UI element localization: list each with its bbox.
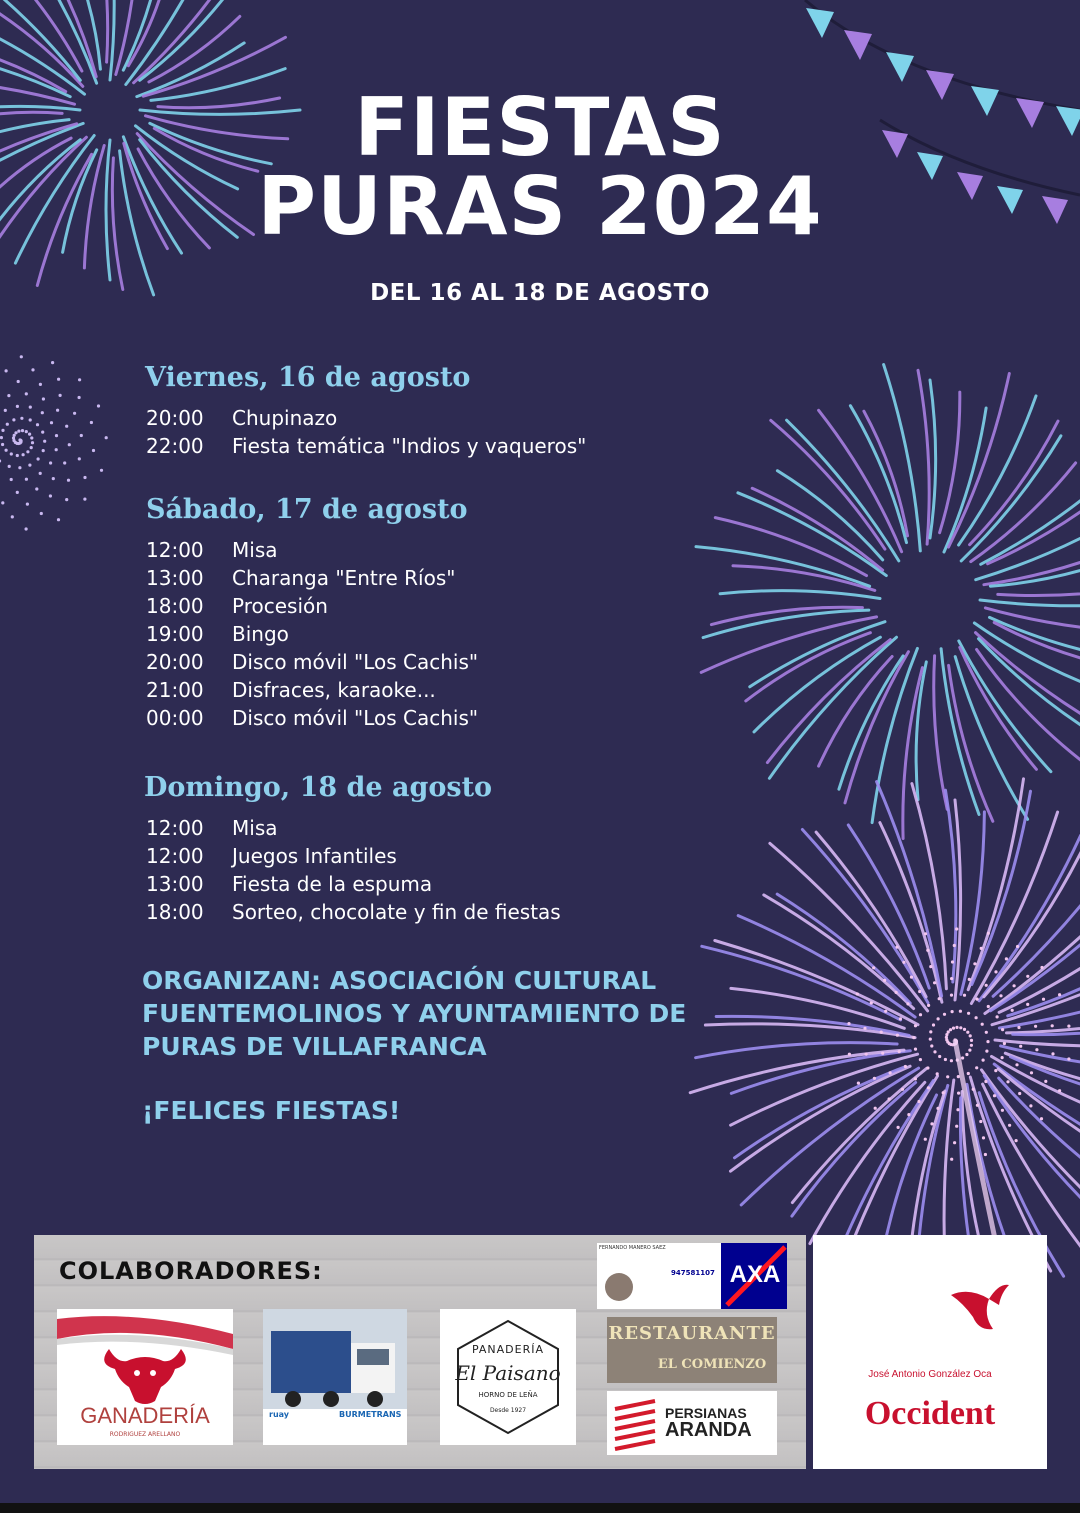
event-name: Fiesta temática "Indios y vaqueros" [232, 434, 587, 458]
event-row [146, 900, 561, 924]
event-time: 19:00 [146, 622, 204, 646]
event-time: 13:00 [146, 566, 204, 590]
panaderia-since: Desde 1927 [489, 1407, 527, 1414]
event-name: Disfraces, karaoke... [232, 678, 436, 702]
event-time: 20:00 [146, 650, 204, 674]
event-name: Disco móvil "Los Cachis" [232, 706, 479, 730]
organizers-line-1: ORGANIZAN: ASOCIACIÓN CULTURAL [142, 966, 657, 995]
event-name: Procesión [232, 594, 328, 618]
restaurante-line2: EL COMIENZO [657, 1357, 767, 1372]
occident-person: José Antonio González Oca [868, 1369, 992, 1380]
event-row [146, 538, 278, 562]
event-name: Chupinazo [232, 406, 338, 430]
axa-phone: 947581107 [671, 1269, 715, 1277]
burmetrans-left: ruay [269, 1410, 290, 1419]
event-row [146, 706, 478, 730]
event-time: 12:00 [146, 538, 204, 562]
event-name: Charanga "Entre Ríos" [232, 566, 456, 590]
date-range: DEL 16 AL 18 DE AGOSTO [370, 280, 710, 306]
event-time: 12:00 [146, 816, 204, 840]
event-time: 21:00 [146, 678, 204, 702]
sponsor-persianas [607, 1391, 777, 1455]
event-row [146, 406, 337, 430]
restaurante-line1: RESTAURANTE [608, 1323, 776, 1344]
organizers-line-3: PURAS DE VILLAFRANCA [142, 1032, 487, 1061]
event-row [146, 434, 586, 458]
event-row [146, 594, 328, 618]
event-time: 18:00 [146, 900, 204, 924]
sponsors-panel [34, 1235, 806, 1469]
ganaderia-name: GANADERÍA [80, 1403, 210, 1428]
organizers-line-2: FUENTEMOLINOS Y AYUNTAMIENTO DE [142, 999, 687, 1028]
greeting: ¡FELICES FIESTAS! [142, 1096, 401, 1125]
event-time: 00:00 [146, 706, 204, 730]
title-line-1: FIESTAS [354, 81, 726, 174]
sponsor-burmetrans [263, 1309, 407, 1445]
panaderia-sub: HORNO DE LEÑA [478, 1391, 538, 1399]
day-heading-sunday: Domingo, 18 de agosto [144, 772, 493, 803]
event-time: 20:00 [146, 406, 204, 430]
panaderia-name: El Paisano [455, 1361, 561, 1385]
occident-logo-icon [813, 1235, 1047, 1469]
event-time: 22:00 [146, 434, 204, 458]
event-name: Misa [232, 538, 278, 562]
truck-icon [263, 1309, 407, 1445]
bottom-bar [0, 1503, 1080, 1513]
occident-brand: Occident [864, 1395, 996, 1432]
persianas-line2: ARANDA [665, 1419, 752, 1441]
event-name: Juegos Infantiles [232, 844, 397, 868]
event-row [146, 566, 455, 590]
ganaderia-sub: RODRIGUEZ ARELLANO [109, 1431, 181, 1438]
day-heading-saturday: Sábado, 17 de agosto [146, 494, 468, 525]
event-name: Misa [232, 816, 278, 840]
event-row [146, 844, 397, 868]
event-name: Bingo [232, 622, 289, 646]
sponsor-axa [597, 1243, 787, 1309]
event-time: 13:00 [146, 872, 204, 896]
panaderia-top: PANADERÍA [471, 1343, 545, 1356]
event-time: 12:00 [146, 844, 204, 868]
axa-person: FERNANDO MANERO SAEZ [599, 1245, 666, 1251]
persianas-line1: PERSIANAS [665, 1405, 747, 1421]
burmetrans-right: BURMETRANS [339, 1410, 402, 1419]
sponsor-panaderia [440, 1309, 576, 1445]
axa-brand: AXA [729, 1261, 781, 1288]
sponsors-title: COLABORADORES: [59, 1257, 323, 1285]
sponsor-ganaderia [57, 1309, 233, 1445]
event-name: Sorteo, chocolate y fin de fiestas [232, 900, 561, 924]
event-row [146, 622, 289, 646]
event-row [146, 678, 436, 702]
event-time: 18:00 [146, 594, 204, 618]
event-row [146, 872, 432, 896]
day-heading-friday: Viernes, 16 de agosto [145, 362, 471, 393]
event-row [146, 650, 478, 674]
event-name: Fiesta de la espuma [232, 872, 433, 896]
event-row [146, 816, 278, 840]
sponsor-occident [813, 1235, 1047, 1469]
sponsor-restaurante [607, 1317, 777, 1383]
event-name: Disco móvil "Los Cachis" [232, 650, 479, 674]
title-line-2: PURAS 2024 [257, 160, 823, 253]
